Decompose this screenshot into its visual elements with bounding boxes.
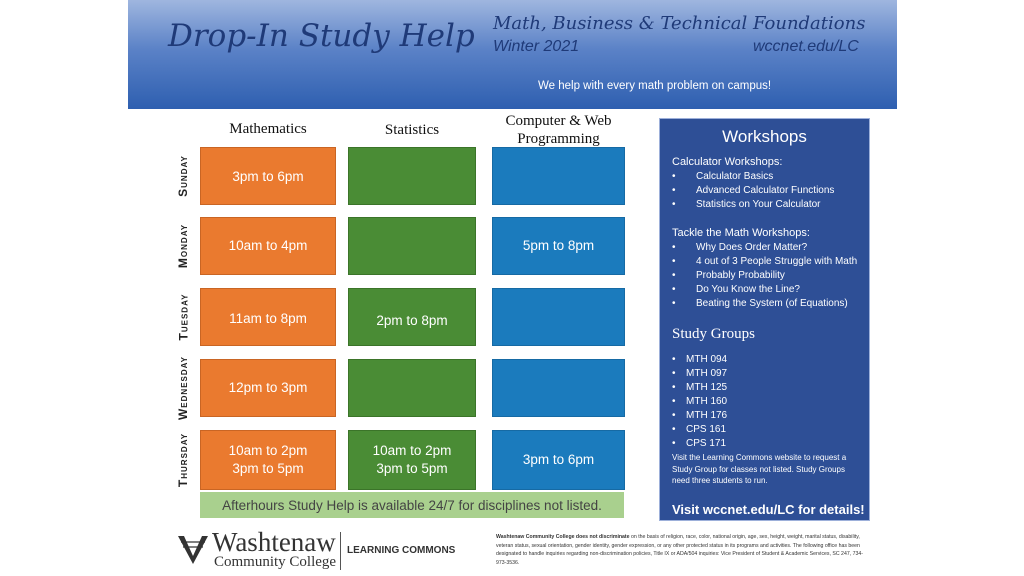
list-item: • Advanced Calculator Functions <box>672 185 835 196</box>
calculator-workshops-heading: Calculator Workshops: <box>672 156 783 168</box>
schedule-cell-monday-cs: 5pm to 8pm <box>492 217 625 275</box>
nondiscrimination-notice <box>496 533 871 567</box>
study-groups-title: Study Groups <box>672 326 755 342</box>
schedule-cell-sunday-stats <box>348 147 476 205</box>
college-logo-icon <box>176 532 210 566</box>
schedule-cell-thursday-math: 10am to 2pm 3pm to 5pm <box>200 430 336 490</box>
column-header-cs-line2: Programming <box>517 131 600 147</box>
study-groups-list <box>672 353 727 451</box>
schedule-cell-tuesday-math: 11am to 8pm <box>200 288 336 346</box>
schedule-cell-wednesday-stats <box>348 359 476 417</box>
schedule-cell-sunday-cs <box>492 147 625 205</box>
learning-commons-label: LEARNING COMMONS <box>347 545 456 556</box>
list-item: • CPS 161 <box>672 424 727 435</box>
legal-bold: Washtenaw Community College does not discriminate <box>496 534 630 540</box>
schedule-cell-wednesday-cs <box>492 359 625 417</box>
list-item: • MTH 176 <box>672 410 728 421</box>
list-item: • Statistics on Your Calculator <box>672 199 821 210</box>
list-item: • Do You Know the Line? <box>672 284 800 295</box>
column-header-math: Mathematics <box>229 121 307 137</box>
page-title: Drop-In Study Help <box>168 18 475 54</box>
list-item: • 4 out of 3 People Struggle with Math <box>672 256 858 267</box>
list-item: • CPS 171 <box>672 438 727 449</box>
list-item: • MTH 160 <box>672 396 728 407</box>
list-item: • Calculator Basics <box>672 171 774 182</box>
schedule-cell-wednesday-math: 12pm to 3pm <box>200 359 336 417</box>
list-item: • MTH 097 <box>672 368 728 379</box>
column-header-stats: Statistics <box>384 122 440 138</box>
list-item: • MTH 094 <box>672 354 728 365</box>
semester-label: Winter 2021 <box>493 38 580 55</box>
workshops-title: Workshops <box>722 127 807 146</box>
list-item: • Probably Probability <box>672 270 785 281</box>
day-label-tuesday: Tuesday <box>176 293 190 341</box>
college-name: Washtenaw <box>212 527 336 557</box>
schedule-cell-thursday-stats: 10am to 2pm 3pm to 5pm <box>348 430 476 490</box>
schedule-cell-tuesday-cs <box>492 288 625 346</box>
day-label-monday: Monday <box>176 223 190 269</box>
schedule-cell-monday-stats <box>348 217 476 275</box>
column-header-cs <box>492 112 625 148</box>
study-groups-note: Visit the Learning Commons website to request a Study Group for classes not listed. Study Groups need three students to run. <box>672 453 847 485</box>
column-header-cs-line1: Computer & Web <box>505 113 612 129</box>
day-label-sunday: Sunday <box>176 155 190 197</box>
college-subname: Community College <box>214 554 337 570</box>
list-item: • Why Does Order Matter? <box>672 242 808 253</box>
math-workshops-list <box>672 241 857 311</box>
schedule-cell-tuesday-stats: 2pm to 8pm <box>348 288 476 346</box>
afterhours-banner: Afterhours Study Help is available 24/7 for disciplines not listed. <box>200 492 624 518</box>
calculator-workshops-list <box>672 170 834 212</box>
schedule-cell-thursday-cs: 3pm to 6pm <box>492 430 625 490</box>
header-url[interactable]: wccnet.edu/LC <box>753 38 859 55</box>
department-subtitle: Math, Business & Technical Foundations <box>493 13 866 34</box>
schedule-cell-monday-math: 10am to 4pm <box>200 217 336 275</box>
list-item: • Beating the System (of Equations) <box>672 298 848 309</box>
logo-divider <box>340 532 341 570</box>
tagline: We help with every math problem on campus! <box>538 80 772 92</box>
day-label-thursday: Thursday <box>176 432 190 488</box>
list-item: • MTH 125 <box>672 382 728 393</box>
day-label-wednesday: Wednesday <box>176 355 191 421</box>
workshops-panel <box>659 118 870 521</box>
math-workshops-heading: Tackle the Math Workshops: <box>672 227 810 239</box>
visit-link[interactable]: Visit wccnet.edu/LC for details! <box>672 502 865 517</box>
schedule-cell-sunday-math: 3pm to 6pm <box>200 147 336 205</box>
legal-text: on the basis of religion, race, color, national origin, age, sex, height, weight, marital status, disability, veteran status, sexual orientation, gender identity, gender expression, or any other protected status in its programs and activities. The following office has been designated to handle inquiries regarding non-discrimination policies, Title IX or ADA/504 inquiries: Vice President of Student & Academic Services, SC 247, 734-973-3536. <box>496 534 863 566</box>
